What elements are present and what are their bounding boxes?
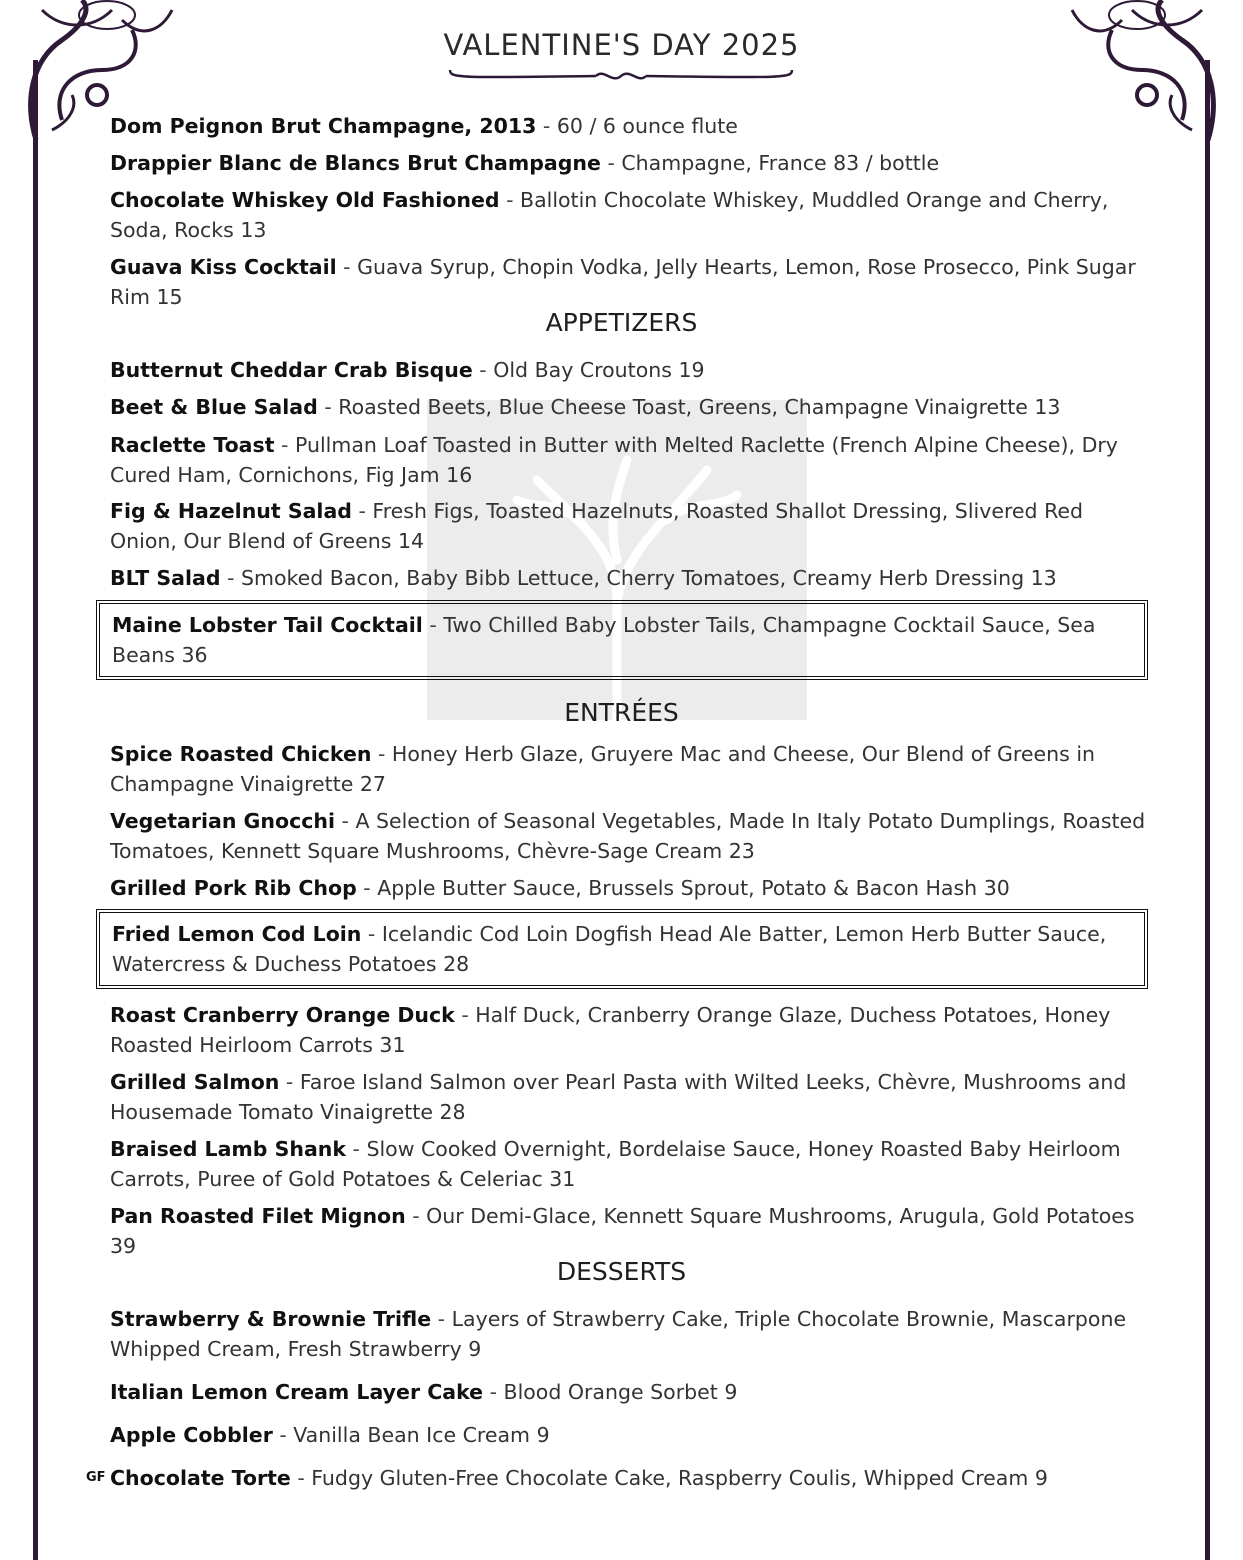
list-item: Dom Peignon Brut Champagne, 2013 - 60 / 6 ounce flute [110, 114, 738, 138]
list-item: Vegetarian Gnocchi - A Selection of Seasonal Vegetables, Made In Italy Potato Dumplings, Roasted Tomatoes, Kennett Square Mushrooms, Chèvre-Sage Cream 23 [110, 809, 1146, 863]
list-item: Spice Roasted Chicken - Honey Herb Glaze, Gruyere Mac and Cheese, Our Blend of Greens in Champagne Vinaigrette 27 [110, 742, 1096, 796]
list-item: Butternut Cheddar Crab Bisque - Old Bay Croutons 19 [110, 358, 705, 382]
list-item: Strawberry & Brownie Trifle - Layers of Strawberry Cake, Triple Chocolate Brownie, Mascarpone Whipped Cream, Fresh Strawberry 9 [110, 1307, 1127, 1361]
list-item: Raclette Toast - Pullman Loaf Toasted in Butter with Melted Raclette (French Alpine Cheese), Dry Cured Ham, Cornichons, Fig Jam 16 [110, 433, 1118, 487]
list-item: Braised Lamb Shank - Slow Cooked Overnight, Bordelaise Sauce, Honey Roasted Baby Heirloom Carrots, Puree of Gold Potatoes & Celeriac 31 [110, 1137, 1121, 1191]
left-border-rail [33, 60, 38, 1560]
list-item: Beet & Blue Salad - Roasted Beets, Blue Cheese Toast, Greens, Champagne Vinaigrette 13 [110, 395, 1061, 419]
list-item: Fig & Hazelnut Salad - Fresh Figs, Toasted Hazelnuts, Roasted Shallot Dressing, Slivered Red Onion, Our Blend of Greens 14 [110, 499, 1084, 553]
list-item: Maine Lobster Tail Cocktail - Two Chilled Baby Lobster Tails, Champagne Cocktail Sauce, Sea Beans 36 [112, 613, 1096, 667]
list-item: Drappier Blanc de Blancs Brut Champagne - Champagne, France 83 / bottle [110, 151, 940, 175]
list-item: Chocolate Torte - Fudgy Gluten-Free Chocolate Cake, Raspberry Coulis, Whipped Cream 9 [110, 1466, 1048, 1490]
list-item: Grilled Pork Rib Chop - Apple Butter Sauce, Brussels Sprout, Potato & Bacon Hash 30 [110, 876, 1010, 900]
appetizers-heading: APPETIZERS [545, 308, 698, 337]
list-item: Italian Lemon Cream Layer Cake - Blood Orange Sorbet 9 [110, 1380, 738, 1404]
title-flourish-icon [446, 64, 796, 86]
entrees-heading: ENTRÉES [564, 698, 679, 727]
list-item: Roast Cranberry Orange Duck - Half Duck, Cranberry Orange Glaze, Duchess Potatoes, Honey Roasted Heirloom Carrots 31 [110, 1003, 1111, 1057]
list-item: Chocolate Whiskey Old Fashioned - Ballotin Chocolate Whiskey, Muddled Orange and Cherry, Soda, Rocks 13 [110, 188, 1109, 242]
gluten-free-badge: GF [86, 1470, 106, 1485]
list-item: Pan Roasted Filet Mignon - Our Demi-Glace, Kennett Square Mushrooms, Arugula, Gold Potatoes 39 [110, 1204, 1135, 1258]
menu-title: VALENTINE'S DAY 2025 [443, 28, 800, 62]
list-item: Grilled Salmon - Faroe Island Salmon over Pearl Pasta with Wilted Leeks, Chèvre, Mushrooms and Housemade Tomato Vinaigrette 28 [110, 1070, 1127, 1124]
right-border-rail [1205, 60, 1210, 1560]
desserts-heading: DESSERTS [556, 1257, 687, 1286]
featured-item-box [96, 909, 1148, 989]
list-item: Guava Kiss Cocktail - Guava Syrup, Chopin Vodka, Jelly Hearts, Lemon, Rose Prosecco, Pink Sugar Rim 15 [110, 255, 1136, 309]
list-item: BLT Salad - Smoked Bacon, Baby Bibb Lettuce, Cherry Tomatoes, Creamy Herb Dressing 13 [110, 566, 1057, 590]
featured-item-box [96, 600, 1148, 680]
list-item: Apple Cobbler - Vanilla Bean Ice Cream 9 [110, 1423, 550, 1447]
list-item: Fried Lemon Cod Loin - Icelandic Cod Loin Dogfish Head Ale Batter, Lemon Herb Butter Sauce, Watercress & Duchess Potatoes 28 [112, 922, 1107, 976]
